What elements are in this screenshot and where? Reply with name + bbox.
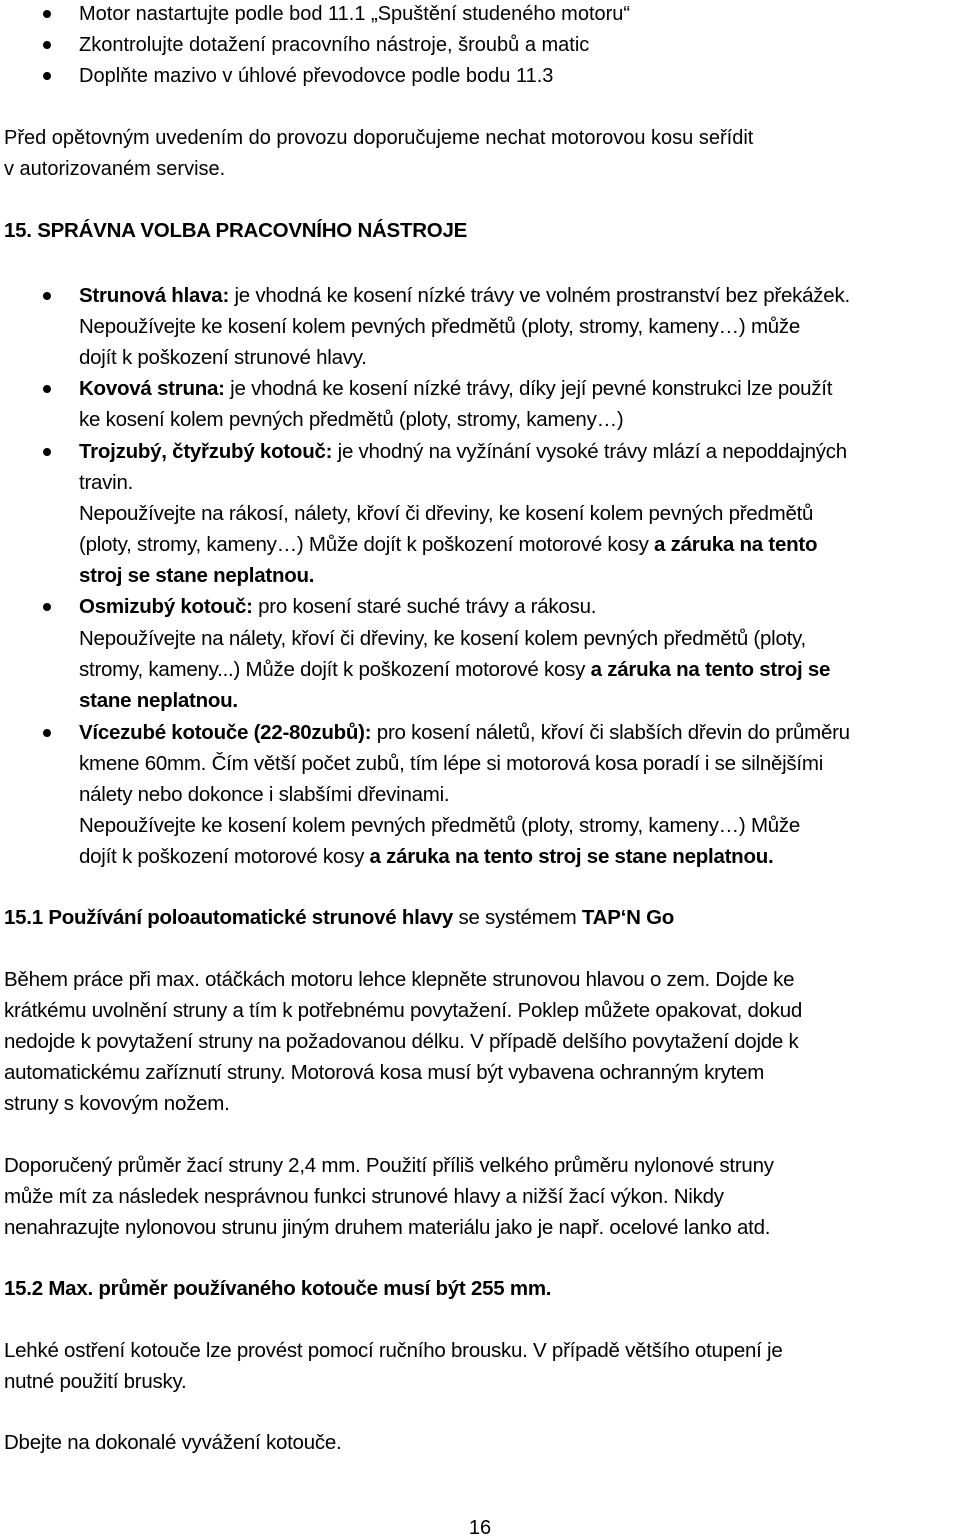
vicezube-line-3: nálety nebo dokonce i slabšími dřevinami. (79, 783, 450, 806)
bullet-icon (43, 385, 51, 393)
intro-bullet-1: Motor nastartujte podle bod 11.1 „Spuštění studeného motoru“ (79, 3, 631, 25)
trojzuby-line-1: Trojzubý, čtyřzubý kotouč: je vhodný na vyžínání vysoké trávy mlází a nepoddajných (79, 440, 847, 463)
trojzuby-label: Trojzubý, čtyřzubý kotouč: (79, 440, 333, 463)
section-15-1-paragraph-2-line-1: Doporučený průměr žací struny 2,4 mm. Použití příliš velkého průměru nylonové struny (4, 1154, 774, 1177)
trojzuby-line-3: Nepoužívejte na rákosí, nálety, křoví či dřeviny, ke kosení kolem pevných předmětů (79, 502, 814, 525)
section-15-2-heading: 15.2 Max. průměr používaného kotouče musí být 255 mm. (4, 1277, 552, 1300)
vicezube-line-2: kmene 60mm. Čím větší počet zubů, tím lépe si motorová kosa poradí i se silnějšími (79, 752, 823, 775)
osmizuby-line-1: Osmizubý kotouč: pro kosení staré suché trávy a rákosu. (79, 595, 597, 618)
page-number: 16 (468, 1517, 492, 1539)
bullet-icon (43, 603, 51, 611)
bullet-icon (43, 41, 51, 49)
section-15-2-paragraph-1-line-1: Lehké ostření kotouče lze provést pomocí ručního brousku. V případě většího otupení je (4, 1339, 783, 1362)
bullet-icon (43, 10, 51, 18)
kovova-struna-line-1: Kovová struna: je vhodná ke kosení nízké trávy, díky její pevné konstrukci lze použít (79, 377, 833, 400)
kovova-struna-label: Kovová struna: (79, 377, 225, 400)
section-15-1-paragraph-1-line-4: automatickému zaříznutí struny. Motorová kosa musí být vybavena ochranným krytem (4, 1061, 765, 1084)
intro-bullet-3: Doplňte mazivo v úhlové převodovce podle bodu 11.3 (79, 65, 554, 87)
osmizuby-line-3: stromy, kameny...) Může dojít k poškození motorové kosy a záruka na tento stroj se (79, 658, 831, 681)
kovova-struna-line-2: ke kosení kolem pevných předmětů (ploty, stromy, kameny…) (79, 408, 624, 431)
osmizuby-label: Osmizubý kotouč: (79, 595, 253, 618)
intro-paragraph-line-1: Před opětovným uvedením do provozu doporučujeme nechat motorovou kosu seřídit (4, 127, 754, 149)
intro-bullet-2: Zkontrolujte dotažení pracovního nástroje, šroubů a matic (79, 34, 590, 56)
section-15-1-paragraph-2-line-3: nenahrazujte nylonovou strunu jiným druhem materiálu jako je např. ocelové lanko atd. (4, 1216, 771, 1239)
section-15-2-paragraph-1-line-2: nutné použití brusky. (4, 1370, 187, 1393)
bullet-icon (43, 292, 51, 300)
bullet-icon (43, 448, 51, 456)
trojzuby-line-5: stroj se stane neplatnou. (79, 564, 315, 587)
section-15-1-paragraph-1-line-3: nedojde k povytažení struny na požadovanou délku. V případě delšího povytažení dojde k (4, 1030, 799, 1053)
trojzuby-line-2: travin. (79, 471, 134, 494)
vicezube-line-4: Nepoužívejte ke kosení kolem pevných předmětů (ploty, stromy, kameny…) Může (79, 814, 801, 837)
osmizuby-line-4: stane neplatnou. (79, 689, 238, 712)
strunova-hlava-label: Strunová hlava: (79, 284, 230, 307)
trojzuby-line-4: (ploty, stromy, kameny…) Může dojít k poškození motorové kosy a záruka na tento (79, 533, 818, 556)
section-15-1-heading: 15.1 Používání poloautomatické strunové hlavy se systémem TAP‘N Go (4, 906, 675, 929)
section-15-1-paragraph-1-line-2: krátkému uvolnění struny a tím k potřebnému povytažení. Poklep můžete opakovat, dokud (4, 999, 803, 1022)
osmizuby-line-2: Nepoužívejte na nálety, křoví či dřeviny, ke kosení kolem pevných předmětů (ploty, (79, 627, 806, 650)
vicezube-line-1: Vícezubé kotouče (22-80zubů): pro kosení náletů, křoví či slabších dřevin do průměru (79, 721, 850, 744)
bullet-icon (43, 72, 51, 80)
strunova-hlava-line-1: Strunová hlava: je vhodná ke kosení nízké trávy ve volném prostranství bez překážek. (79, 284, 850, 307)
strunova-hlava-line-2: Nepoužívejte ke kosení kolem pevných předmětů (ploty, stromy, kameny…) může (79, 315, 801, 338)
strunova-hlava-line-3: dojít k poškození strunové hlavy. (79, 346, 367, 369)
vicezube-label: Vícezubé kotouče (22-80zubů): (79, 721, 372, 744)
vicezube-line-5: dojít k poškození motorové kosy a záruka na tento stroj se stane neplatnou. (79, 845, 774, 868)
intro-paragraph-line-2: v autorizovaném servise. (4, 158, 226, 180)
section-15-1-paragraph-2-line-2: může mít za následek nesprávnou funkci strunové hlavy a nižší žací výkon. Nikdy (4, 1185, 724, 1208)
bullet-icon (43, 729, 51, 737)
section-15-1-paragraph-1-line-1: Během práce při max. otáčkách motoru lehce klepněte strunovou hlavou o zem. Dojde ke (4, 968, 795, 991)
section-15-2-paragraph-2: Dbejte na dokonalé vyvážení kotouče. (4, 1431, 342, 1454)
section-15-heading: 15. SPRÁVNA VOLBA PRACOVNÍHO NÁSTROJE (4, 219, 468, 242)
section-15-1-paragraph-1-line-5: struny s kovovým nožem. (4, 1092, 230, 1115)
